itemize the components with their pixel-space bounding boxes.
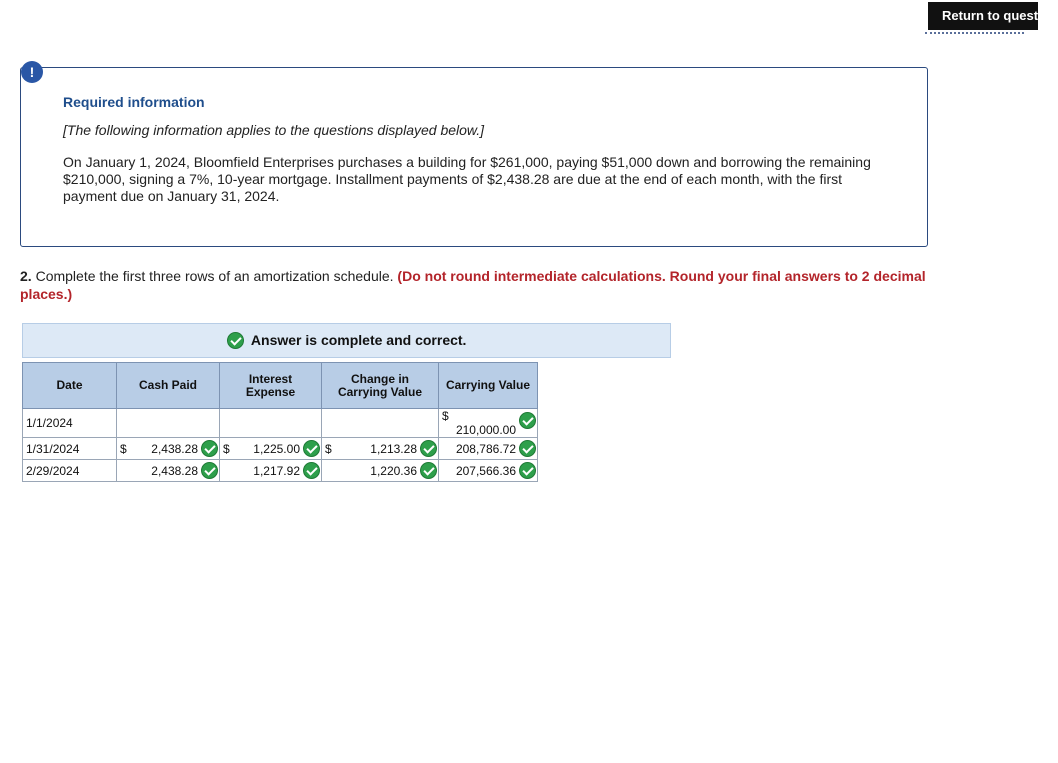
check-icon	[519, 412, 536, 429]
question-note: (Do not round intermediate calculations. Round your final answers to 2 decimal places.)	[20, 268, 926, 302]
interest-expense-input[interactable]: 1,225.00	[253, 441, 300, 456]
carrying-value-input[interactable]: 208,786.72	[455, 441, 516, 456]
check-icon	[227, 332, 244, 349]
check-icon	[303, 440, 320, 457]
header-carrying-value: Carrying Value	[439, 363, 538, 409]
check-icon	[420, 462, 437, 479]
carrying-value-cell[interactable]	[439, 460, 538, 482]
check-icon	[201, 440, 218, 457]
currency-symbol: $	[442, 409, 449, 423]
carrying-value-input[interactable]: 207,566.36	[455, 463, 516, 478]
change-in-carrying-value-cell	[322, 409, 439, 438]
header-date: Date	[23, 363, 117, 409]
question-number: 2.	[20, 268, 32, 284]
change-in-carrying-value-input[interactable]: 1,213.28	[370, 441, 417, 456]
check-icon	[519, 462, 536, 479]
question-prompt	[20, 267, 940, 303]
currency-symbol: $	[120, 441, 127, 456]
change-in-carrying-value-cell[interactable]	[322, 460, 439, 482]
interest-expense-input[interactable]: 1,217.92	[253, 463, 300, 478]
date-cell: 1/1/2024	[23, 409, 117, 438]
carrying-value-cell[interactable]	[439, 438, 538, 460]
carrying-value-cell[interactable]	[439, 409, 538, 438]
check-icon	[303, 462, 320, 479]
info-subtitle: [The following information applies to the questions displayed below.]	[63, 122, 485, 138]
info-title: Required information	[63, 94, 205, 110]
date-cell: 1/31/2024	[23, 438, 117, 460]
info-body: On January 1, 2024, Bloomfield Enterprises purchases a building for $261,000, paying $51,000 down and borrowing the remaining $210,000, signing a 7%, 10-year mortgage. Installment payments of $2,438.28 are due at the end of each month, with the first payment due on January 31, 2024.	[63, 154, 871, 204]
header-interest-expense: Interest Expense	[220, 363, 322, 409]
table-row	[23, 438, 538, 460]
question-text: Complete the first three rows of an amortization schedule.	[35, 268, 394, 284]
cash-paid-cell	[117, 409, 220, 438]
alert-icon: !	[21, 61, 43, 83]
cash-paid-input[interactable]: 2,438.28	[151, 441, 198, 456]
interest-expense-cell	[220, 409, 322, 438]
header-change-in-carrying-value: Change in Carrying Value	[322, 363, 439, 409]
answer-status-text: Answer is complete and correct.	[250, 332, 467, 348]
table-row	[23, 409, 538, 438]
table-row	[23, 460, 538, 482]
header-cash-paid: Cash Paid	[117, 363, 220, 409]
return-button-underline	[925, 32, 1024, 34]
cash-paid-input[interactable]: 2,438.28	[151, 463, 198, 478]
check-icon	[420, 440, 437, 457]
date-cell: 2/29/2024	[23, 460, 117, 482]
table-header-row	[23, 363, 538, 409]
check-icon	[201, 462, 218, 479]
answer-status-banner	[22, 323, 671, 358]
change-in-carrying-value-input[interactable]: 1,220.36	[370, 463, 417, 478]
cash-paid-cell[interactable]	[117, 438, 220, 460]
interest-expense-cell[interactable]	[220, 438, 322, 460]
change-in-carrying-value-cell[interactable]	[322, 438, 439, 460]
currency-symbol: $	[325, 441, 332, 456]
return-to-question-button[interactable]: Return to question	[928, 2, 1038, 30]
amortization-table	[22, 362, 538, 482]
cash-paid-cell[interactable]	[117, 460, 220, 482]
currency-symbol: $	[223, 441, 230, 456]
required-information-panel	[20, 67, 928, 247]
check-icon	[519, 440, 536, 457]
interest-expense-cell[interactable]	[220, 460, 322, 482]
carrying-value-input[interactable]: 210,000.00	[455, 423, 516, 437]
